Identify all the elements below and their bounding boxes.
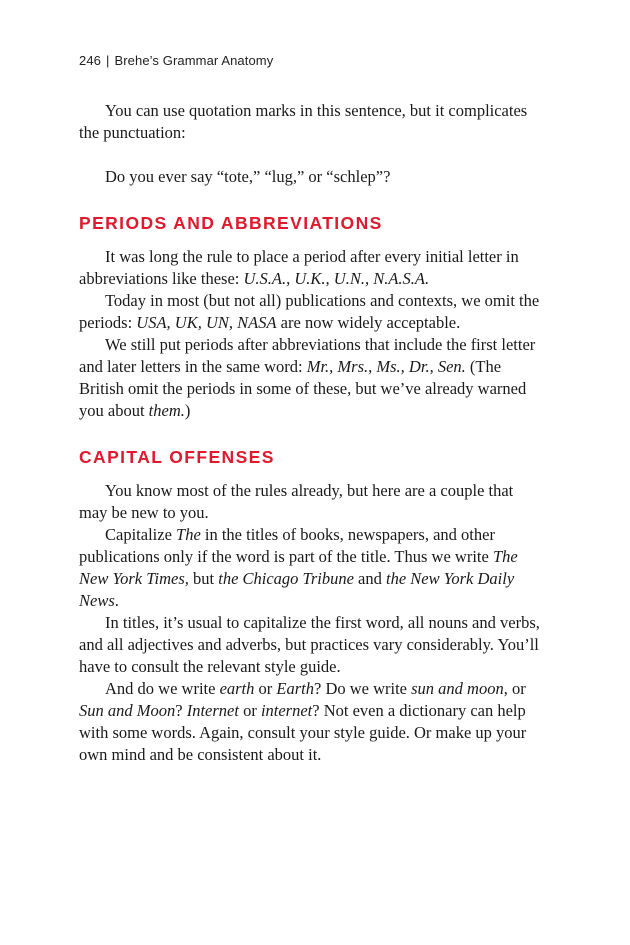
text-run: or [254, 679, 277, 698]
book-title: Brehe’s Grammar Anatomy [114, 53, 274, 68]
body-text [79, 100, 545, 766]
text-run: or [238, 701, 261, 720]
italic-run: earth [219, 679, 255, 698]
text-run: but [188, 569, 219, 588]
text-run: ) [184, 401, 191, 420]
text-run: ? Do we write [314, 679, 412, 698]
italic-run: them. [148, 401, 185, 420]
text-run: Today in most (but not all) publications and contexts, we omit the periods: [79, 291, 540, 332]
example-sentence: Do you ever say “tote,” “lug,” or “schlep”? [105, 167, 391, 186]
text-run: (The British omit the periods in some of these, but we’ve already warned you about [79, 357, 527, 420]
text-run: We still put periods after abbreviations that include the first letter and later letters in the same word: [79, 335, 536, 376]
capitals-paragraph-3: In titles, it’s usual to capitalize the first word, all nouns and verbs, and all adjectives and adverbs, but practices vary considerably. You’ll have to consult the relevant style guide. [79, 613, 540, 676]
text-run: and [353, 569, 386, 588]
text-run: are now widely acceptable. [276, 313, 461, 332]
text-run: in the titles of books, newspapers, and other publications only if the word is part of the title. Thus we write [79, 525, 495, 566]
italic-run: Sun and Moon [79, 701, 176, 720]
italic-run: the Chicago Tribune [218, 569, 354, 588]
italic-run: Mr., Mrs., Ms., Dr., Sen. [306, 357, 466, 376]
italic-run: Earth [276, 679, 314, 698]
running-head [79, 53, 273, 68]
intro-paragraph: You can use quotation marks in this sentence, but it complicates the punctuation: [79, 101, 528, 142]
text-run: Capitalize [105, 525, 177, 544]
text-run: ? Not even a dictionary can help with some words. Again, consult your style guide. Or make up your own mind and be consistent about it. [79, 701, 527, 764]
italic-run: The [176, 525, 201, 544]
text-run: , or [503, 679, 526, 698]
header-separator: | [106, 53, 110, 68]
capitals-paragraph-2 [79, 524, 545, 612]
italic-run: USA, UK, UN, NASA [136, 313, 277, 332]
periods-paragraph-2 [79, 290, 545, 334]
italic-run: internet [260, 701, 313, 720]
italic-run: the New York Daily News [79, 569, 515, 610]
text-run: ? [175, 701, 187, 720]
italic-run: The New York Times, [79, 547, 518, 588]
periods-paragraph-3 [79, 334, 545, 422]
text-run: . [114, 591, 119, 610]
section-heading-capitals: CAPITAL OFFENSES [79, 447, 275, 467]
page-number: 246 [79, 53, 101, 68]
capitals-paragraph-1: You know most of the rules already, but here are a couple that may be new to you. [79, 481, 514, 522]
italic-run: Internet [186, 701, 239, 720]
italic-run: sun and moon [411, 679, 504, 698]
text-run: It was long the rule to place a period after every initial letter in abbreviations like these: [79, 247, 519, 288]
capitals-paragraph-4 [79, 678, 545, 766]
text-run: And do we write [105, 679, 220, 698]
italic-run: U.S.A., U.K., U.N., N.A.S.A. [243, 269, 430, 288]
section-heading-periods: PERIODS AND ABBREVIATIONS [79, 213, 383, 233]
periods-paragraph-1 [79, 246, 545, 290]
